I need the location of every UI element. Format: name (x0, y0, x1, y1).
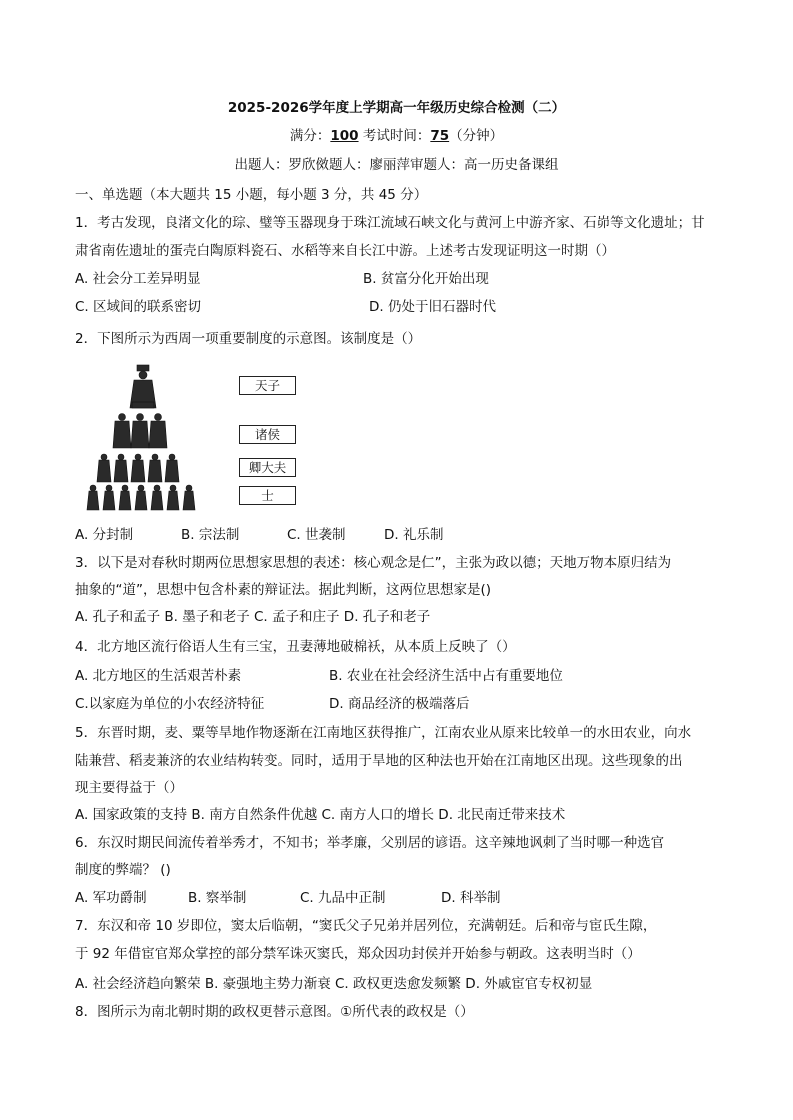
q2-option-c: C. 世袭制 (287, 527, 346, 543)
label-shi: 士 (239, 486, 296, 505)
q7-line1: 7．东汉和帝 10 岁即位，窦太后临朝，“窦氏父子兄弟并居列位，充满朝廷。后和帝与宦氏生隙， (75, 918, 657, 934)
q2-option-a: A. 分封制 (75, 527, 134, 543)
q2-option-b: B. 宗法制 (181, 527, 240, 543)
q7-line2: 于 92 年借宦官郑众掌控的部分禁军诛灭窦氏，郑众因功封侯并开始参与朝政。这表明当时（） (75, 946, 641, 962)
time-value: 75 (430, 128, 450, 144)
score-value: 100 (330, 128, 359, 144)
q6-option-d: D. 科举制 (441, 890, 501, 906)
q1-option-d: D. 仍处于旧石器时代 (369, 299, 496, 315)
q5-options: A. 国家政策的支持 B. 南方自然条件优越 C. 南方人口的增长 D. 北民南迁带来技术 (75, 807, 566, 823)
q4-line1: 4．北方地区流行俗语人生有三宝，丑妻薄地破棉袄，从本质上反映了（） (75, 639, 516, 655)
label-tianzi: 天子 (239, 376, 296, 395)
q1-line1: 1．考古发现，良渚文化的琮、璧等玉器现身于珠江流域石峡文化与黄河上中游齐家、石峁等文化遗址；甘 (75, 215, 705, 231)
q8-line1: 8．图所示为南北朝时期的政权更替示意图。①所代表的政权是（） (75, 1004, 474, 1020)
q6-option-a: A. 军功爵制 (75, 890, 147, 906)
q4-option-d: D. 商品经济的极端落后 (329, 696, 470, 712)
feudal-hierarchy-figure (84, 362, 314, 512)
q4-option-a: A. 北方地区的生活艰苦朴素 (75, 668, 242, 684)
label-zhuhou: 诸侯 (239, 425, 296, 444)
q6-line1: 6．东汉时期民间流传着举秀才，不知书；举孝廉，父别居的谚语。这辛辣地讽刺了当时哪一种选官 (75, 835, 665, 851)
q3-line2: 抽象的“道”，思想中包含朴素的辩证法。据此判断，这两位思想家是() (75, 582, 492, 598)
q3-options: A. 孔子和孟子 B. 墨子和老子 C. 孟子和庄子 D. 孔子和老子 (75, 609, 431, 625)
label-qingdafu: 卿大夫 (239, 458, 296, 477)
q2-option-d: D. 礼乐制 (384, 527, 444, 543)
q6-option-c: C. 九品中正制 (300, 890, 386, 906)
hierarchy-figures-illustration (84, 362, 244, 512)
q1-line2: 肃省南佐遗址的蛋壳白陶原料瓷石、水稻等来自长江中游。上述考古发现证明这一时期（） (75, 243, 615, 259)
q7-options: A. 社会经济趋向繁荣 B. 豪强地主势力渐衰 C. 政权更迭愈发频繁 D. 外戚宦官专权初显 (75, 976, 593, 992)
score-prefix: 满分： (289, 128, 331, 144)
exam-authors: 出题人：罗欣傚题人：廖丽萍审题人：高一历史备课组 (234, 157, 559, 173)
q6-option-b: B. 察举制 (188, 890, 247, 906)
q4-option-c: C.以家庭为单位的小农经济特征 (75, 696, 265, 712)
q1-option-b: B. 贫富分化开始出现 (363, 271, 489, 287)
q2-line1: 2．下图所示为西周一项重要制度的示意图。该制度是（） (75, 331, 422, 347)
q3-line1: 3．以下是对春秋时期两位思想家思想的表述：核心观念是仁”，主张为政以德；天地万物本原归结为 (75, 555, 672, 571)
section-title: 一、单选题（本大题共 15 小题，每小题 3 分，共 45 分） (75, 187, 428, 203)
time-prefix: 考试时间： (362, 128, 431, 144)
time-suffix: （分钟） (449, 128, 504, 144)
exam-title: 2025-2026学年度上学期高一年级历史综合检测（二） (227, 100, 566, 116)
q5-line2: 陆兼营、稻麦兼济的农业结构转变。同时，适用于旱地的区种法也开始在江南地区出现。这些现象的出 (75, 753, 683, 769)
q1-option-c: C. 区域间的联系密切 (75, 299, 202, 315)
q6-line2: 制度的弊端？ () (75, 862, 171, 878)
q5-line1: 5．东晋时期，麦、粟等旱地作物逐渐在江南地区获得推广，江南农业从原来比较单一的水田农业，向水 (75, 725, 692, 741)
q1-option-a: A. 社会分工差异明显 (75, 271, 201, 287)
q4-option-b: B. 农业在社会经济生活中占有重要地位 (329, 668, 563, 684)
q5-line3: 现主要得益于（） (75, 780, 183, 796)
exam-meta (0, 124, 793, 144)
